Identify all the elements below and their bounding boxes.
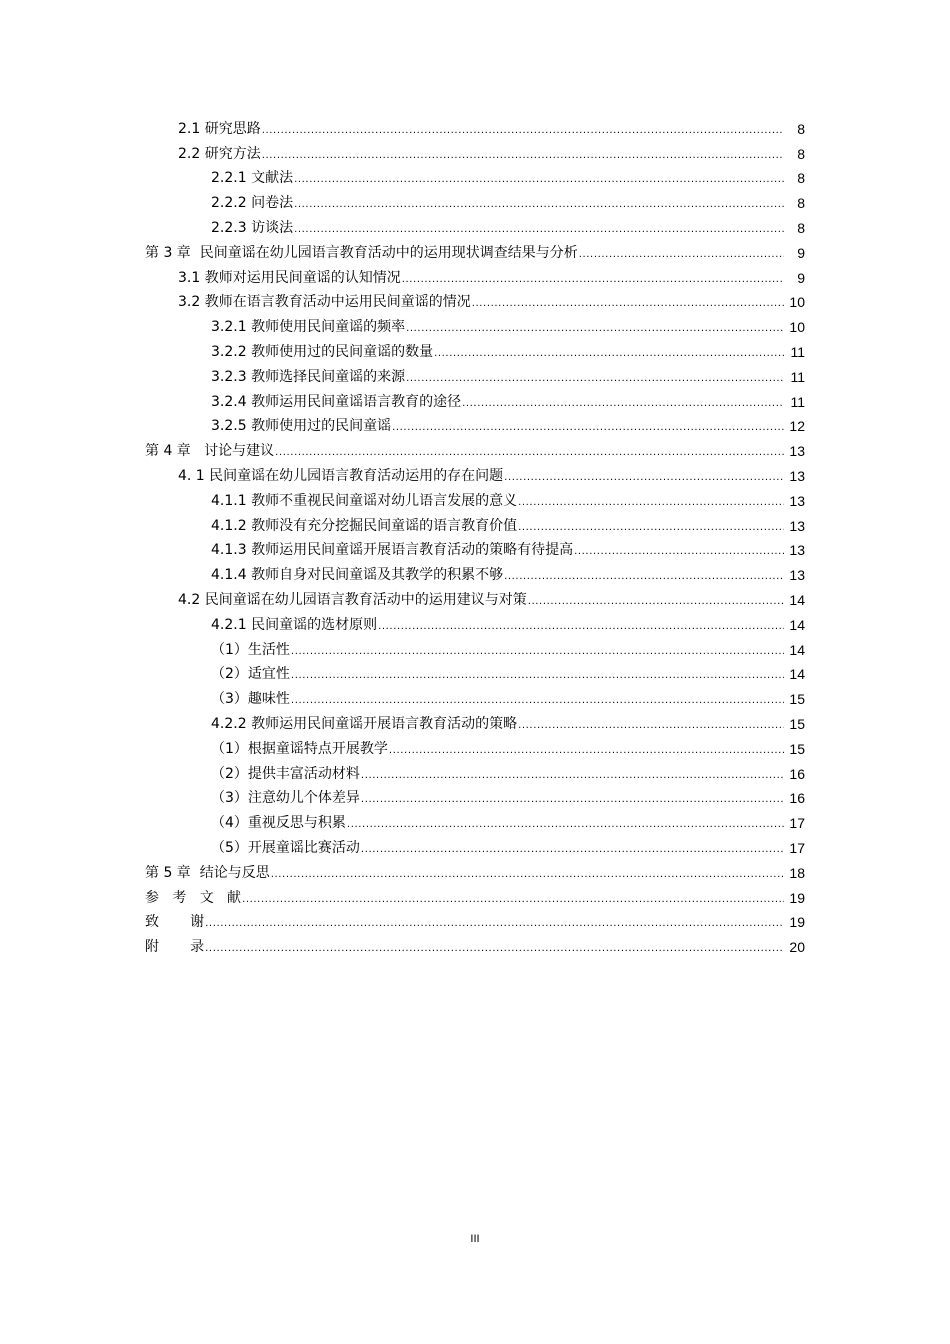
toc-dot-leader [291, 695, 784, 707]
toc-entry[interactable] [0, 735, 950, 760]
toc-entry-page-number: 13 [789, 542, 805, 559]
toc-entry-page-number: 10 [789, 294, 805, 311]
toc-entry-title: 附 录 [145, 939, 205, 956]
toc-entry-title: 4.1.2 教师没有充分挖掘民间童谣的语言教育价值 [211, 517, 518, 534]
toc-entry-title: （1）根据童谣特点开展教学 [211, 740, 388, 757]
toc-entry-title: （5）开展童谣比赛活动 [211, 839, 360, 856]
toc-entry-page-number: 15 [789, 691, 805, 708]
toc-entry-page-number: 8 [797, 195, 805, 212]
toc-entry-page-number: 11 [790, 368, 805, 385]
toc-entry[interactable] [0, 462, 950, 487]
toc-entry[interactable] [0, 214, 950, 239]
toc-entry[interactable] [0, 388, 950, 413]
toc-dot-leader [434, 348, 784, 360]
toc-entry[interactable] [0, 685, 950, 710]
toc-entry-page-number: 8 [797, 145, 805, 162]
toc-dot-leader [291, 670, 784, 682]
toc-entry-page-number: 18 [789, 864, 805, 881]
toc-entry-page-number: 16 [789, 790, 805, 807]
toc-entry[interactable] [0, 710, 950, 735]
toc-dot-leader [294, 224, 784, 236]
toc-entry-title: 2.2.1 文献法 [211, 170, 294, 187]
toc-dot-leader [462, 398, 784, 410]
toc-entry[interactable] [0, 313, 950, 338]
toc-entry[interactable] [0, 115, 950, 140]
toc-entry-title: （2）适宜性 [211, 666, 290, 683]
toc-entry-page-number: 19 [789, 914, 805, 931]
toc-entry-title: 4.2.1 民间童谣的选材原则 [211, 616, 378, 633]
toc-dot-leader [392, 422, 784, 434]
toc-entry-page-number: 20 [789, 939, 805, 956]
toc-dot-leader [504, 472, 784, 484]
toc-entry-title: 3.2.3 教师选择民间童谣的来源 [211, 368, 406, 385]
toc-entry-title: 致 谢 [145, 914, 205, 931]
toc-entry[interactable] [0, 760, 950, 785]
toc-dot-leader [205, 943, 784, 955]
toc-entry-page-number: 14 [789, 591, 805, 608]
toc-entry[interactable] [0, 289, 950, 314]
toc-entry-page-number: 8 [797, 219, 805, 236]
toc-entry-page-number: 11 [790, 343, 805, 360]
toc-dot-leader [275, 447, 784, 459]
toc-entry[interactable] [0, 586, 950, 611]
toc-entry[interactable] [0, 487, 950, 512]
toc-dot-leader [504, 571, 784, 583]
toc-entry[interactable] [0, 909, 950, 934]
toc-dot-leader [406, 373, 784, 385]
toc-entry-page-number: 15 [789, 740, 805, 757]
toc-entry-page-number: 13 [789, 467, 805, 484]
toc-dot-leader [294, 174, 784, 186]
toc-entry-title: 3.1 教师对运用民间童谣的认知情况 [178, 269, 401, 286]
toc-dot-leader [518, 522, 784, 534]
toc-dot-leader [361, 844, 784, 856]
toc-dot-leader [262, 125, 784, 137]
toc-entry[interactable] [0, 165, 950, 190]
toc-entry-page-number: 12 [789, 418, 805, 435]
toc-entry-title: 3.2.2 教师使用过的民间童谣的数量 [211, 343, 434, 360]
toc-entry-title: 3.2.5 教师使用过的民间童谣 [211, 418, 392, 435]
toc-entry-title: 3.2.4 教师运用民间童谣语言教育的途径 [211, 393, 462, 410]
toc-entry-title: 第 3 章 民间童谣在幼儿园语言教育活动中的运用现状调查结果与分析 [145, 244, 578, 261]
toc-entry-page-number: 14 [789, 641, 805, 658]
toc-entry-title: 第 5 章 结论与反思 [145, 864, 270, 881]
toc-entry[interactable] [0, 264, 950, 289]
toc-entry-page-number: 9 [797, 244, 805, 261]
toc-dot-leader [294, 199, 784, 211]
toc-entry[interactable] [0, 189, 950, 214]
toc-dot-leader [579, 249, 784, 261]
toc-entry-page-number: 14 [789, 666, 805, 683]
toc-entry-page-number: 16 [789, 765, 805, 782]
toc-entry-page-number: 13 [789, 492, 805, 509]
toc-entry[interactable] [0, 561, 950, 586]
toc-entry[interactable] [0, 363, 950, 388]
toc-entry-title: 4.2.2 教师运用民间童谣开展语言教育活动的策略 [211, 715, 518, 732]
toc-entry[interactable] [0, 338, 950, 363]
toc-entry-page-number: 9 [797, 269, 805, 286]
toc-entry[interactable] [0, 413, 950, 438]
toc-entry-title: 4. 1 民间童谣在幼儿园语言教育活动运用的存在问题 [178, 467, 504, 484]
toc-entry-page-number: 13 [789, 567, 805, 584]
toc-entry-title: 4.1.1 教师不重视民间童谣对幼儿语言发展的意义 [211, 492, 518, 509]
toc-entry[interactable] [0, 537, 950, 562]
toc-dot-leader [291, 646, 784, 658]
toc-entry-title: 2.2.2 问卷法 [211, 195, 294, 212]
toc-entry-page-number: 13 [789, 443, 805, 460]
toc-entry-title: 4.2 民间童谣在幼儿园语言教育活动中的运用建议与对策 [178, 591, 527, 608]
toc-entry[interactable] [0, 809, 950, 834]
toc-dot-leader [389, 745, 784, 757]
toc-entry-page-number: 17 [789, 815, 805, 832]
toc-dot-leader [271, 869, 784, 881]
toc-entry-page-number: 13 [789, 517, 805, 534]
toc-entry-title: 3.2.1 教师使用民间童谣的频率 [211, 319, 406, 336]
toc-entry-title: 2.2.3 访谈法 [211, 219, 294, 236]
toc-dot-leader [402, 274, 784, 286]
toc-entry-title: 参 考 文 献 [145, 889, 242, 906]
toc-entry-title: 2.1 研究思路 [178, 120, 261, 137]
toc-dot-leader [378, 621, 784, 633]
toc-dot-leader [361, 770, 784, 782]
toc-entry-page-number: 11 [790, 393, 805, 410]
toc-dot-leader [361, 794, 784, 806]
toc-entry[interactable] [0, 884, 950, 909]
toc-entry-title: （3）注意幼儿个体差异 [211, 790, 360, 807]
toc-dot-leader [518, 720, 784, 732]
toc-entry-page-number: 10 [789, 319, 805, 336]
toc-entry[interactable] [0, 512, 950, 537]
toc-entry[interactable] [0, 661, 950, 686]
table-of-contents [0, 115, 950, 958]
toc-entry-title: （2）提供丰富活动材料 [211, 765, 360, 782]
toc-entry[interactable] [0, 140, 950, 165]
toc-entry-title: 4.1.4 教师自身对民间童谣及其教学的积累不够 [211, 567, 504, 584]
toc-entry-title: （4）重视反思与积累 [211, 815, 346, 832]
toc-dot-leader [205, 918, 784, 930]
toc-dot-leader [262, 150, 784, 162]
toc-entry[interactable] [0, 834, 950, 859]
page-number: III [470, 1233, 480, 1245]
toc-entry-page-number: 19 [789, 889, 805, 906]
toc-entry-title: 2.2 研究方法 [178, 145, 261, 162]
toc-entry[interactable] [0, 933, 950, 958]
toc-entry[interactable] [0, 859, 950, 884]
toc-entry[interactable] [0, 611, 950, 636]
toc-entry-title: 3.2 教师在语言教育活动中运用民间童谣的情况 [178, 294, 471, 311]
toc-entry[interactable] [0, 636, 950, 661]
toc-dot-leader [347, 819, 784, 831]
toc-dot-leader [518, 497, 784, 509]
toc-dot-leader [406, 323, 784, 335]
toc-entry-title: （3）趣味性 [211, 691, 290, 708]
toc-dot-leader [574, 546, 784, 558]
toc-entry-title: （1）生活性 [211, 641, 290, 658]
toc-dot-leader [472, 298, 784, 310]
toc-entry-page-number: 17 [789, 839, 805, 856]
toc-entry[interactable] [0, 785, 950, 810]
toc-entry-page-number: 14 [789, 616, 805, 633]
toc-entry[interactable] [0, 239, 950, 264]
toc-entry-title: 4.1.3 教师运用民间童谣开展语言教育活动的策略有待提高 [211, 542, 574, 559]
toc-dot-leader [242, 894, 784, 906]
toc-dot-leader [528, 596, 784, 608]
toc-entry[interactable] [0, 437, 950, 462]
toc-entry-page-number: 8 [797, 120, 805, 137]
toc-entry-title: 第 4 章 讨论与建议 [145, 443, 275, 460]
toc-entry-page-number: 15 [789, 715, 805, 732]
toc-entry-page-number: 8 [797, 170, 805, 187]
